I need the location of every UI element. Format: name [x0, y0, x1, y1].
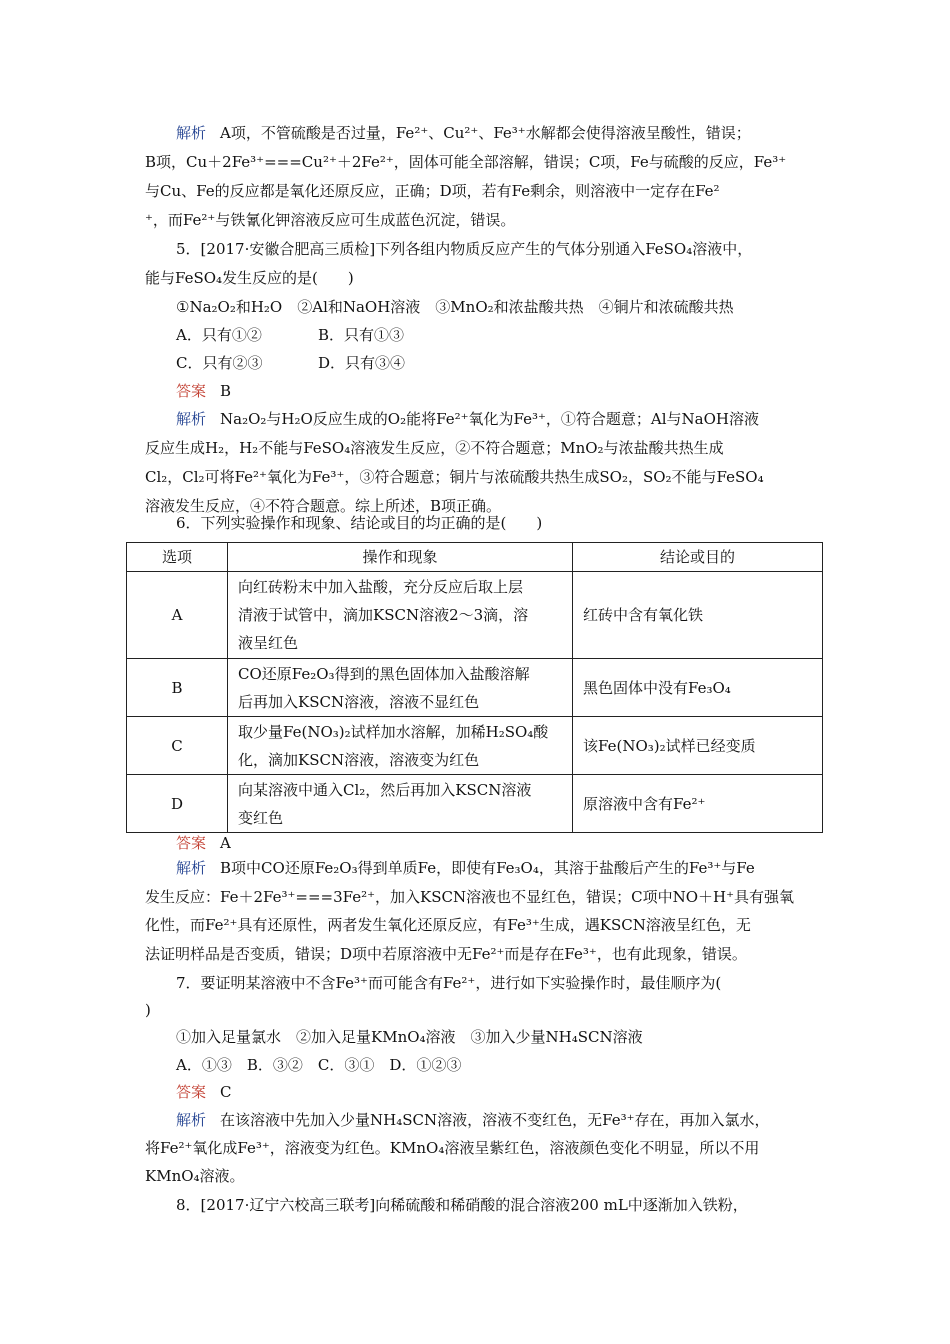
analysis-label: 解析	[176, 1111, 207, 1129]
table-cell-result: 原溶液中含有Fe²⁺	[573, 775, 823, 833]
q7-analysis-line-2: 将Fe²⁺氧化成Fe³⁺，溶液变为红色。KMnO₄溶液呈紫红色，溶液颜色变化不明显，所以不用	[145, 1139, 760, 1157]
q7-analysis-line-3: KMnO₄溶液。	[145, 1167, 245, 1185]
q6-analysis-line-2: 发生反应：Fe＋2Fe³⁺===3Fe²⁺，加入KSCN溶液也不显红色，错误；C项中NO＋H⁺具有强氧	[145, 888, 795, 906]
table-cell-operation: 向某溶液中通入Cl₂，然后再加入KSCN溶液 变红色	[228, 775, 573, 833]
table-cell-result: 红砖中含有氧化铁	[573, 572, 823, 659]
q5-analysis-line-2: 反应生成H₂，H₂不能与FeSO₄溶液发生反应，②不符合题意；MnO₂与浓盐酸共热生成	[145, 439, 724, 457]
table-row	[127, 775, 823, 833]
q5-option-a: A．只有①②	[176, 326, 262, 344]
table-cell-operation: 向红砖粉末中加入盐酸，充分反应后取上层 清液于试管中，滴加KSCN溶液2～3滴，溶 液呈红色	[228, 572, 573, 659]
answer-label: 答案	[176, 834, 207, 852]
q5-analysis-line-4: 溶液发生反应，④不符合题意。综上所述，B项正确。	[145, 497, 502, 515]
q6-analysis-line-1: 解析 B项中CO还原Fe₂O₃得到单质Fe，即使有Fe₃O₄，其溶于盐酸后产生的Fe³⁺与Fe	[176, 859, 755, 877]
q8-stem-line-1: 8．[2017·辽宁六校高三联考]向稀硫酸和稀硝酸的混合溶液200 mL中逐渐加入铁粉，	[176, 1196, 748, 1214]
q7-stem-line-1: 7．要证明某溶液中不含Fe³⁺而可能含有Fe²⁺，进行如下实验操作时，最佳顺序为(	[176, 974, 722, 992]
q7-stem-line-2: )	[145, 1001, 151, 1019]
q5-items: ①Na₂O₂和H₂O ②Al和NaOH溶液 ③MnO₂和浓盐酸共热 ④铜片和浓硫酸共热	[176, 298, 734, 316]
table-header: 结论或目的	[573, 543, 823, 572]
q5-analysis-line-3: Cl₂，Cl₂可将Fe²⁺氧化为Fe³⁺，③符合题意；铜片与浓硫酸共热生成SO₂，SO₂不能与FeSO₄	[145, 468, 764, 486]
prev-analysis-line-2: B项，Cu＋2Fe³⁺===Cu²⁺＋2Fe²⁺，固体可能全部溶解，错误；C项，Fe与硫酸的反应，Fe³⁺	[145, 153, 787, 171]
q5-option-d: D．只有③④	[318, 354, 406, 372]
analysis-label: 解析	[176, 124, 207, 142]
prev-analysis-line-4: ⁺，而Fe²⁺与铁氰化钾溶液反应可生成蓝色沉淀，错误。	[145, 211, 516, 229]
table-header: 操作和现象	[228, 543, 573, 572]
table-header: 选项	[127, 543, 228, 572]
table-cell-result: 该Fe(NO₃)₂试样已经变质	[573, 717, 823, 775]
q6-analysis-line-3: 化性，而Fe²⁺具有还原性，两者发生氧化还原反应，有Fe³⁺生成，遇KSCN溶液呈红色，无	[145, 916, 751, 934]
q5-answer: 答案 B	[176, 382, 232, 400]
q7-analysis-line-1: 解析 在该溶液中先加入少量NH₄SCN溶液，溶液不变红色，无Fe³⁺存在，再加入氯水，	[176, 1111, 770, 1129]
answer-label: 答案	[176, 1083, 207, 1101]
q7-items: ①加入足量氯水 ②加入足量KMnO₄溶液 ③加入少量NH₄SCN溶液	[176, 1028, 643, 1046]
prev-analysis-line-1: 解析 A项，不管硫酸是否过量，Fe²⁺、Cu²⁺、Fe³⁺水解都会使得溶液呈酸性，错误；	[176, 124, 751, 142]
q6-stem: 6．下列实验操作和现象、结论或目的均正确的是( )	[176, 514, 543, 532]
q7-answer: 答案 C	[176, 1083, 232, 1101]
q5-stem-line-1: 5．[2017·安徽合肥高三质检]下列各组内物质反应产生的气体分别通入FeSO₄溶液中，	[176, 240, 753, 258]
table-cell-option: A	[127, 572, 228, 659]
prev-analysis-line-3: 与Cu、Fe的反应都是氧化还原反应，正确；D项，若有Fe剩余，则溶液中一定存在Fe²	[145, 182, 720, 200]
analysis-label: 解析	[176, 410, 207, 428]
q5-stem-line-2: 能与FeSO₄发生反应的是( )	[145, 269, 354, 287]
table-header-row	[127, 543, 823, 572]
answer-label: 答案	[176, 382, 207, 400]
table-cell-operation: 取少量Fe(NO₃)₂试样加水溶解，加稀H₂SO₄酸 化，滴加KSCN溶液，溶液变为红色	[228, 717, 573, 775]
q7-options: A．①③ B．③② C．③① D．①②③	[176, 1056, 462, 1074]
table-cell-option: D	[127, 775, 228, 833]
q6-table	[126, 542, 823, 833]
analysis-label: 解析	[176, 859, 207, 877]
q5-analysis-line-1: 解析 Na₂O₂与H₂O反应生成的O₂能将Fe²⁺氧化为Fe³⁺，①符合题意；Al与NaOH溶液	[176, 410, 759, 428]
table-row	[127, 572, 823, 659]
q6-answer: 答案 A	[176, 834, 231, 852]
table-row	[127, 659, 823, 717]
table-cell-option: B	[127, 659, 228, 717]
table-cell-result: 黑色固体中没有Fe₃O₄	[573, 659, 823, 717]
table-cell-option: C	[127, 717, 228, 775]
q5-option-b: B．只有①③	[318, 326, 405, 344]
q5-option-c: C．只有②③	[176, 354, 263, 372]
table-cell-operation: CO还原Fe₂O₃得到的黑色固体加入盐酸溶解 后再加入KSCN溶液，溶液不显红色	[228, 659, 573, 717]
table-row	[127, 717, 823, 775]
q6-analysis-line-4: 法证明样品是否变质，错误；D项中若原溶液中无Fe²⁺而是存在Fe³⁺，也有此现象，错误。	[145, 945, 747, 963]
